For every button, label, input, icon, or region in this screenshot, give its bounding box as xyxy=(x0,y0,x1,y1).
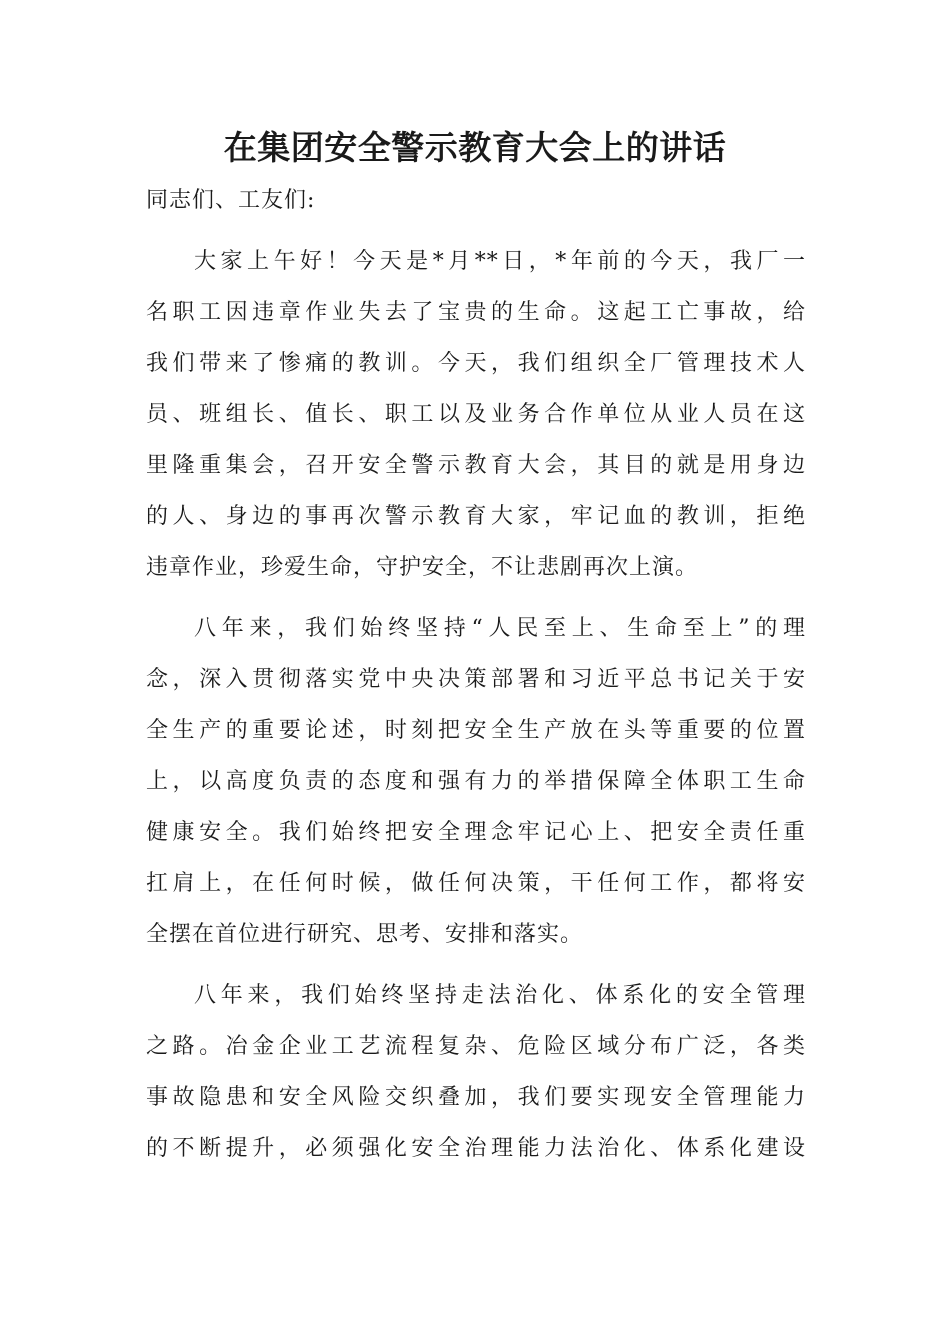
paragraph xyxy=(146,236,806,593)
paragraph-line: 上，以高度负责的态度和强有力的举措保障全体职工生命 xyxy=(146,769,806,794)
greeting: 同志们、工友们: xyxy=(146,188,316,213)
paragraph-line: 大家上午好！今天是*月**日，*年前的今天，我厂一 xyxy=(194,249,806,274)
paragraph-line: 全生产的重要论述，时刻把安全生产放在头等重要的位置 xyxy=(146,718,806,743)
paragraph-line: 全摆在首位进行研究、思考、安排和落实。 xyxy=(146,922,584,947)
document-title: 在集团安全警示教育大会上的讲话 xyxy=(223,128,727,167)
paragraph-line: 的人、身边的事再次警示教育大家，牢记血的教训，拒绝 xyxy=(146,504,806,529)
paragraph-line: 的不断提升，必须强化安全治理能力法治化、体系化建设 xyxy=(146,1136,806,1161)
paragraph xyxy=(146,970,806,1174)
paragraph-line: 里隆重集会，召开安全警示教育大会，其目的就是用身边 xyxy=(146,453,806,478)
paragraph-line: 念，深入贯彻落实党中央决策部署和习近平总书记关于安 xyxy=(146,667,806,692)
paragraph-line: 我们带来了惨痛的教训。今天，我们组织全厂管理技术人 xyxy=(146,351,806,376)
paragraph-line: 事故隐患和安全风险交织叠加，我们要实现安全管理能力 xyxy=(146,1085,806,1110)
paragraph-line: 员、班组长、值长、职工以及业务合作单位从业人员在这 xyxy=(146,402,806,427)
paragraph xyxy=(146,603,806,960)
document-body xyxy=(146,176,806,1174)
paragraph-line: 健康安全。我们始终把安全理念牢记心上、把安全责任重 xyxy=(146,820,806,845)
paragraph-line: 违章作业，珍爱生命，守护安全，不让悲剧再次上演。 xyxy=(146,555,699,580)
paragraph-line: 之路。冶金企业工艺流程复杂、危险区域分布广泛，各类 xyxy=(146,1034,806,1059)
paragraph-line: 名职工因违章作业失去了宝贵的生命。这起工亡事故，给 xyxy=(146,300,806,325)
paragraph-line: 八年来，我们始终坚持走法治化、体系化的安全管理 xyxy=(194,983,806,1008)
paragraph-line: 八年来，我们始终坚持“人民至上、生命至上”的理 xyxy=(194,616,806,641)
paragraph-line: 扛肩上，在任何时候，做任何决策，干任何工作，都将安 xyxy=(146,871,806,896)
